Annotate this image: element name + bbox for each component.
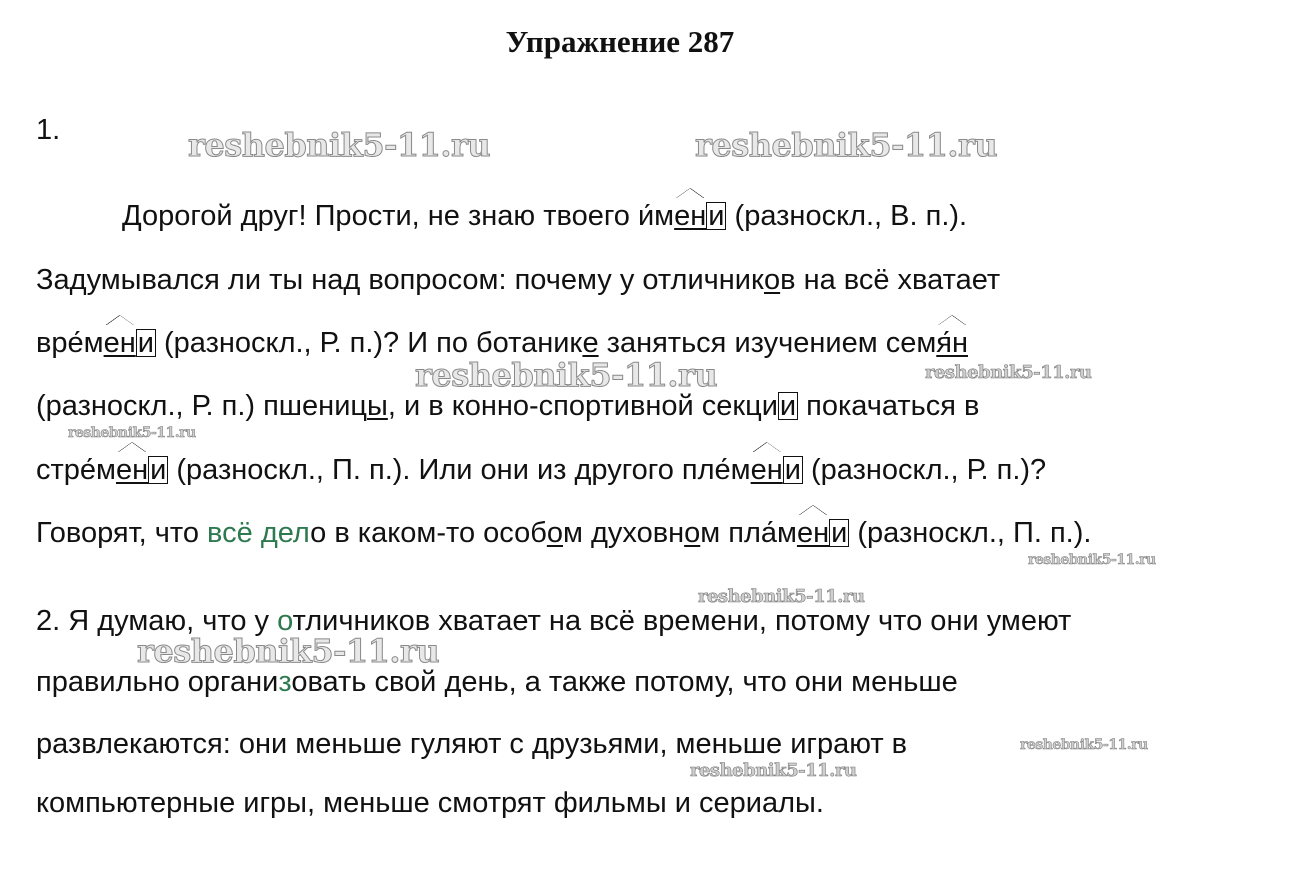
watermark: reshebnik5-11.ru xyxy=(1020,737,1148,753)
watermark: reshebnik5-11.ru xyxy=(695,126,998,164)
root-mark: ен xyxy=(115,454,149,486)
root-mark: ен xyxy=(750,454,783,486)
p1-line-2: Задумывался ли ты над вопросом: почему у отличников на всё хватает xyxy=(36,264,1001,296)
p2-line-3: развлекаются: они меньше гуляют с друзьями, меньше играют в xyxy=(36,728,908,760)
p2-line-2: правильно организовать свой день, а также потому, что они меньше xyxy=(36,666,958,698)
item-number-1: 1. xyxy=(36,114,61,146)
page-title: Упражнение 287 xyxy=(505,24,735,59)
ending-box: и xyxy=(831,517,848,549)
underlined-letter: ы xyxy=(367,390,388,422)
watermark: reshebnik5-11.ru xyxy=(690,760,857,781)
watermark: reshebnik5-11.ru xyxy=(188,126,491,164)
watermark: reshebnik5-11.ru xyxy=(137,632,440,670)
highlighted-text: всё дел xyxy=(207,517,311,549)
p1-line-1: Дорогой друг! Прости, не знаю твоего и́мени (разноскл., В. п.). xyxy=(122,200,968,232)
p1-line-3: вре́мени (разноскл., Р. п.)? И по ботанике заняться изучением семя́н xyxy=(36,327,968,359)
root-mark: ен xyxy=(796,517,830,549)
underlined-letter: о xyxy=(546,517,563,549)
watermark: reshebnik5-11.ru xyxy=(415,356,718,394)
underlined-letter: о xyxy=(763,264,781,296)
watermark: reshebnik5-11.ru xyxy=(925,362,1092,383)
ending-box: и xyxy=(784,454,801,486)
ending-box: и xyxy=(150,454,167,486)
root-mark: я́н xyxy=(936,327,968,359)
p2-line-4: компьютерные игры, меньше смотрят фильмы и сериалы. xyxy=(36,787,824,819)
watermark: reshebnik5-11.ru xyxy=(698,586,865,607)
underlined-letter: о xyxy=(684,517,701,549)
p2-line-1: 2. Я думаю, что у отличников хватает на всё времени, потому что они умеют xyxy=(36,605,1072,637)
root-mark: ен xyxy=(103,327,136,359)
p1-line-5: стре́мени (разноскл., П. п.). Или они из другого пле́мени (разноскл., Р. п.)? xyxy=(36,454,1047,486)
p1-line-6: Говорят, что всё дело в каком-то особом духовном пла́мени (разноскл., П. п.). xyxy=(36,517,1092,549)
watermark: reshebnik5-11.ru xyxy=(1028,552,1156,568)
ending-box: и xyxy=(137,327,154,359)
ending-box: и xyxy=(708,200,725,232)
watermark: reshebnik5-11.ru xyxy=(68,425,196,441)
underlined-letter: е xyxy=(582,327,599,359)
ending-box: и xyxy=(779,390,797,422)
root-mark: ен xyxy=(674,200,707,232)
p1-line-4: (разноскл., Р. п.) пшеницы, и в конно-спортивной секции покачаться в xyxy=(36,390,980,422)
